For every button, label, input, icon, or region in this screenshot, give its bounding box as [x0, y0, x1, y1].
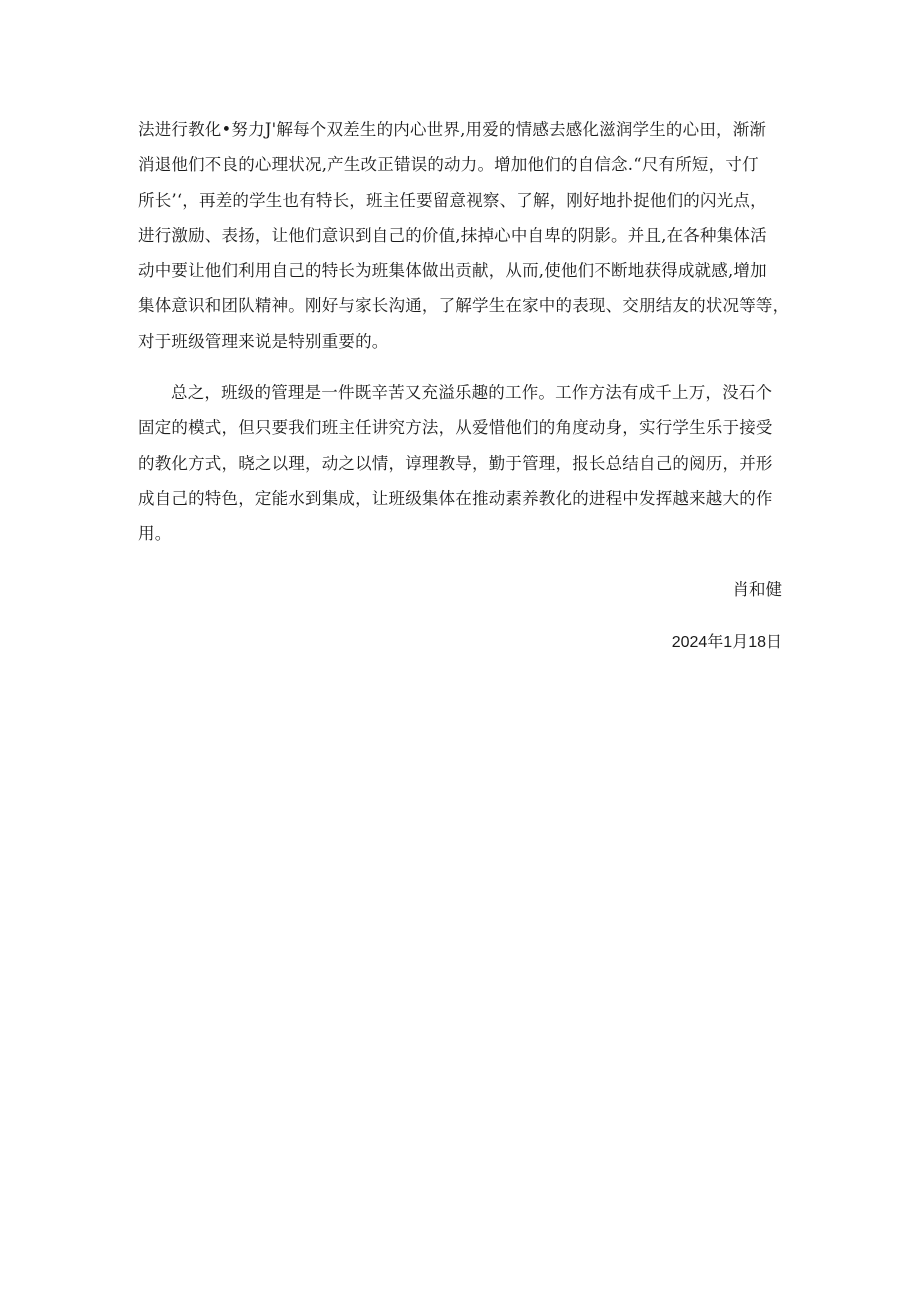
body-paragraph-2	[138, 380, 790, 556]
paragraph-line-indented: 总之，班级的管理是一件既辛苦又充溢乐趣的工作。工作方法有成千上万，没石个	[171, 383, 773, 402]
body-paragraph-1	[138, 117, 790, 364]
paragraph-line: 消退他们不良的心理状况,产生改正错误的动力。增加他们的自信念.“尺有所短，寸仃	[138, 155, 759, 175]
signature-date: 2024年1月18日	[671, 634, 782, 651]
signature-author: 肖和健	[732, 580, 782, 599]
paragraph-line: 集体意识和团队精神。刚好与家长沟通，了解学生在家中的表现、交朋结友的状况等等，	[138, 296, 790, 316]
paragraph-line: 所长’‘，再差的学生也有特长，班主任要留意视察、了解，刚好地扑捉他们的闪光点，	[138, 190, 767, 210]
paragraph-line: 动中要让他们利用自己的特长为班集体做出贡献，从而,使他们不断地获得成就感,增加	[138, 261, 767, 281]
paragraph-line: 对于班级管理来说是特别重要的。	[138, 331, 389, 351]
paragraph-line: 进行激励、表扬，让他们意识到自己的价值,抹掉心中自卑的阴影。并且,在各种集体活	[138, 225, 767, 245]
paragraph-line: 的教化方式，晓之以理，动之以情，谆理教导，勤于管理，报长总结自己的阅历，并形	[138, 453, 773, 473]
paragraph-line: 成自己的特色，定能水到集成，让班级集体在推动素养教化的进程中发挥越来越大的作	[138, 488, 773, 508]
paragraph-line: 用。	[138, 524, 172, 544]
paragraph-line: 固定的模式，但只要我们班主任讲究方法，从爱惜他们的角度动身，实行学生乐于接受	[138, 418, 773, 438]
paragraph-line: 法进行教化•努力J'解每个双差生的内心世界,用爱的情感去感化滋润学生的心田，渐渐	[138, 120, 767, 139]
